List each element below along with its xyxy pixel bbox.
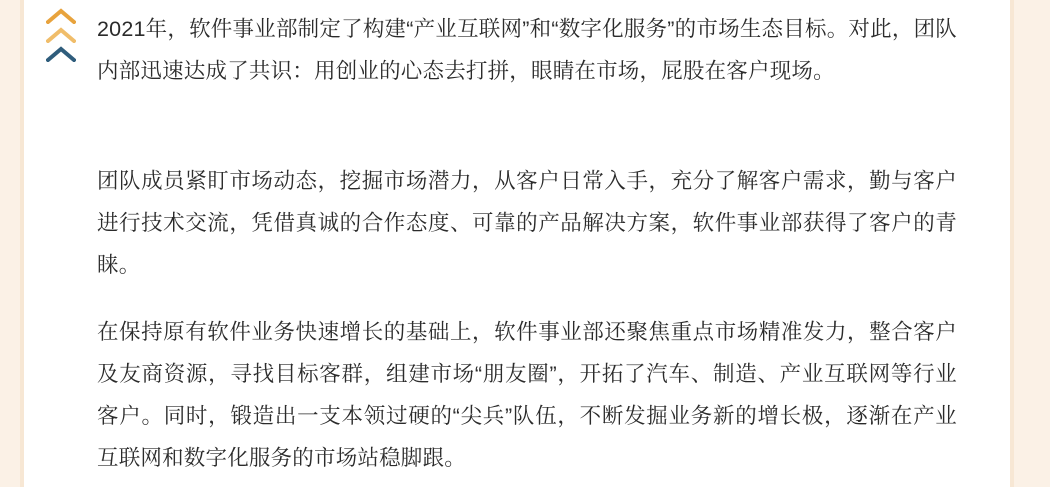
right-decorative-band-inner (1010, 0, 1014, 487)
paragraph-2: 团队成员紧盯市场动态，挖掘市场潜力，从客户日常入手，充分了解客户需求，勤与客户进行技术交流，凭借真诚的合作态度、可靠的产品解决方案，软件事业部获得了客户的青睐。 (97, 169, 957, 277)
paragraph-1: 2021年，软件事业部制定了构建“产业互联网”和“数字化服务”的市场生态目标。对此，团队内部迅速达成了共识：用创业的心态去打拼，眼睛在市场，屁股在客户现场。 (97, 17, 957, 83)
right-decorative-band (1014, 0, 1050, 487)
paragraph-3: 在保持原有软件业务快速增长的基础上，软件事业部还聚焦重点市场精准发力，整合客户及友商资源，寻找目标客群，组建市场“朋友圈”，开拓了汽车、制造、产业互联网等行业客户。同时，锻造出一支本领过硬的“尖兵”队伍，不断发掘业务新的增长极，逐渐在产业互联网和数字化服务的市场站稳脚跟。 (97, 320, 957, 470)
left-decorative-band (0, 0, 20, 487)
chevron-ornament (46, 8, 82, 70)
chevron-up-icon-2 (46, 27, 76, 43)
chevron-up-icon-1 (46, 8, 76, 24)
article-body (97, 0, 962, 487)
left-decorative-band-inner (20, 0, 24, 487)
chevron-up-icon-3 (46, 46, 76, 62)
